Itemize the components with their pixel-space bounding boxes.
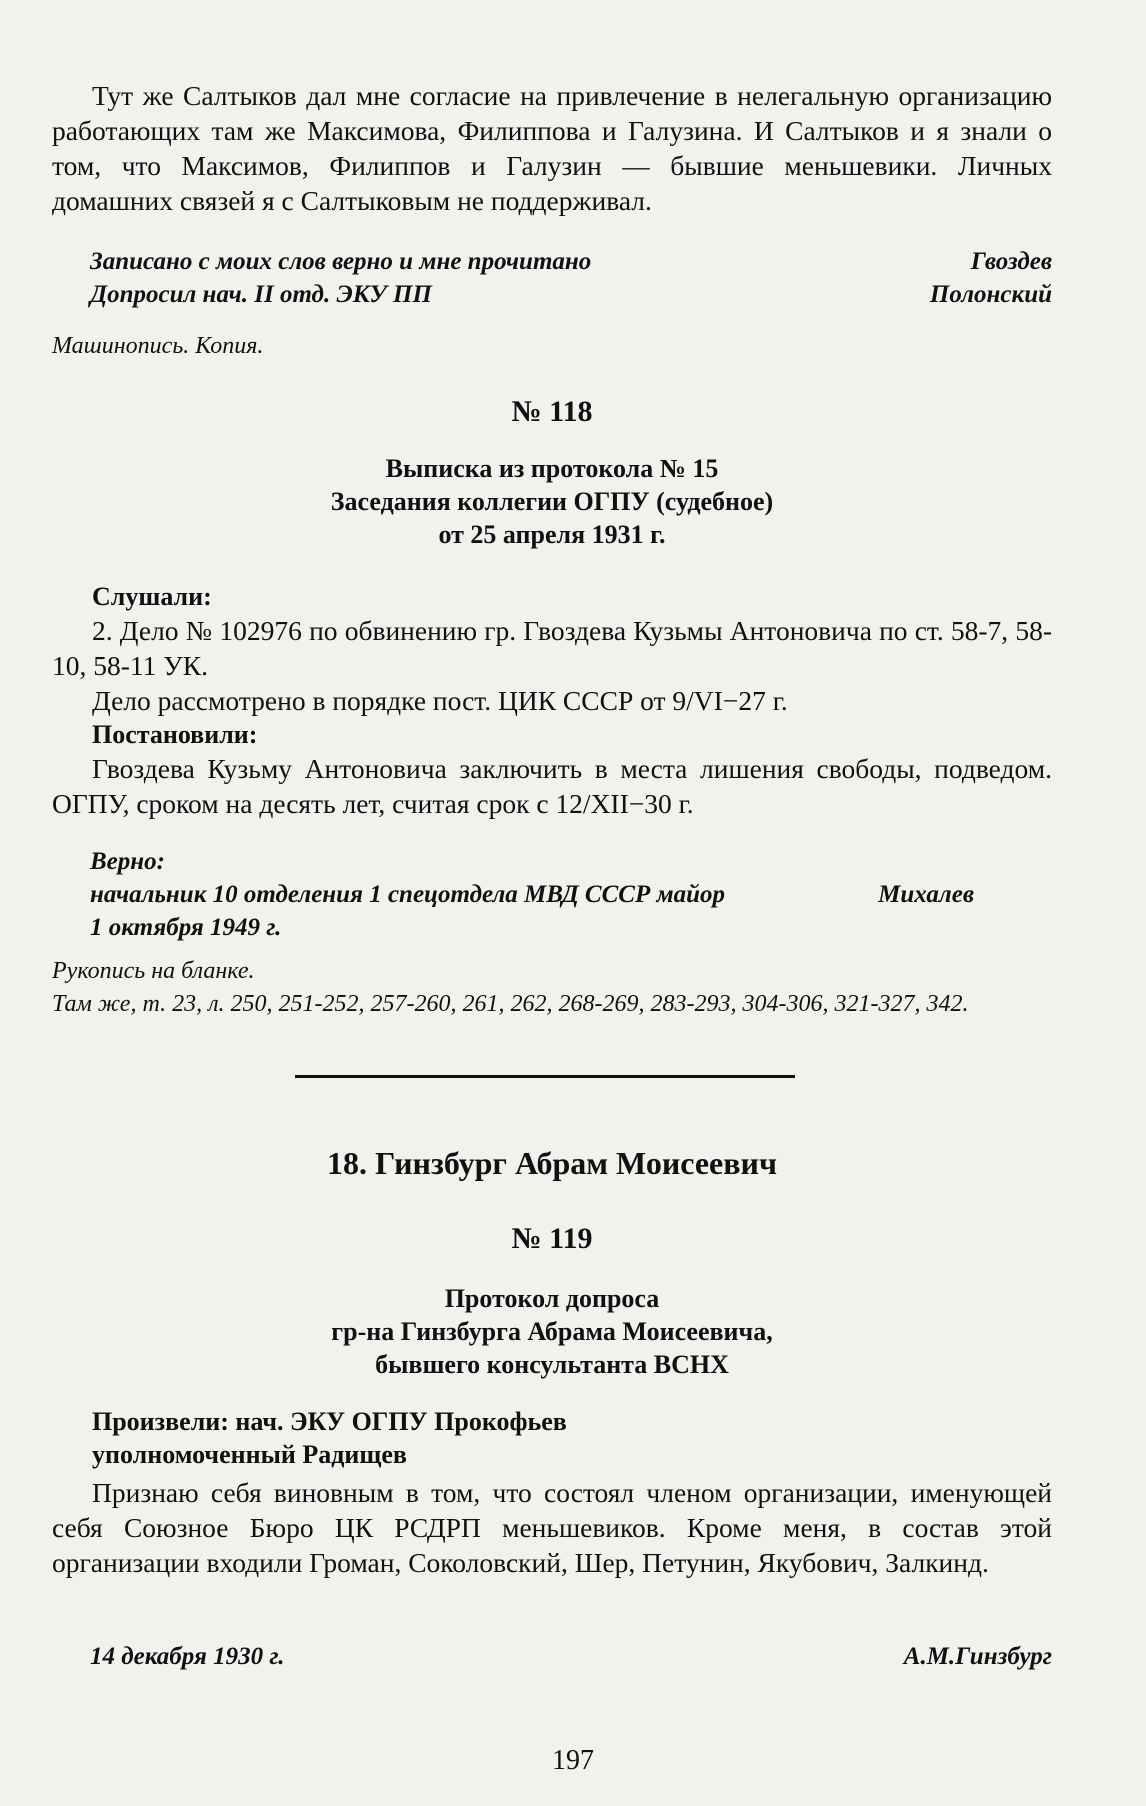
confession-text: Признаю себя виновным в том, что состоял членом организации, именующей себя Союзное Бюро ЦК РСДРП меньшевиков. Кроме меня, в состав этой организации входили Громан, Соколовский, Шер, Петунин, Якубович, Залкинд. — [52, 1477, 1052, 1578]
doc-119-heading-line-3: бывшего консультанта ВСНХ — [375, 1350, 729, 1379]
top-paragraph: Тут же Салтыков дал мне согласие на привлечение в нелегальную организацию работающих там же Максимова, Филиппова и Галузина. И Салтыков и я знали о том, что Максимов, Филиппов и Галузин — бывшие меньшевики. Личных домашних связей я с Салтыковым не поддерживал. — [52, 80, 1052, 216]
signature-row-1 — [52, 245, 1052, 278]
doc-118-body — [52, 580, 1052, 821]
date-signature-row — [52, 1640, 1052, 1673]
note-manuscript: Рукопись на бланке. — [52, 958, 255, 984]
page-number: 197 — [552, 1745, 594, 1776]
interrogation-date: 14 декабря 1930 г. — [90, 1643, 285, 1670]
heard-label: Слушали: — [92, 582, 212, 611]
signer-name-gvozdev: Гвоздев — [970, 248, 1052, 275]
signature-row-2 — [52, 278, 1052, 311]
signer-name-polonsky: Полонский — [929, 281, 1052, 308]
doc-119-signature — [52, 1640, 1052, 1673]
doc-119-conducted — [52, 1405, 1052, 1471]
doc-118-heading-line-2: Заседания коллегии ОГПУ (судебное) — [330, 487, 774, 516]
interrogator-text: Допросил нач. II отд. ЭКУ ПП — [90, 281, 432, 308]
top-paragraph-block — [52, 78, 1052, 218]
signature-ginzburg: А.М.Гинзбург — [903, 1643, 1052, 1670]
resolved-text: Гвоздева Кузьму Антоновича заключить в места лишения свободы, подведом. ОГПУ, сроком на десять лет, считая срок с 12/XII−30 г. — [52, 753, 1052, 819]
recorded-text: Записано с моих слов верно и мне прочитано — [90, 248, 592, 275]
note-1: Машинопись. Копия. — [52, 333, 264, 359]
signature-block-1 — [52, 245, 1052, 311]
note-archive-ref: Там же, т. 23, л. 250, 251-252, 257-260, 261, 262, 268-269, 283-293, 304-306, 321-327, 342. — [52, 991, 969, 1017]
doc-119-heading-line-2: гр-на Гинзбурга Абрама Моисеевича, — [331, 1317, 773, 1346]
certified-date: 1 октября 1949 г. — [90, 914, 282, 941]
section-title: 18. Гинзбург Абрам Моисеевич — [326, 1145, 778, 1181]
doc-119-heading-line-1: Протокол допроса — [444, 1284, 660, 1313]
certifier-row — [52, 878, 1052, 911]
heard-text: 2. Дело № 102976 по обвинению гр. Гвоздева Кузьмы Антоновича по ст. 58-7, 58-10, 58-11 УК. — [52, 615, 1052, 681]
resolved-label: Постановили: — [92, 720, 258, 749]
doc-118-heading-line-3: от 25 апреля 1931 г. — [438, 520, 666, 549]
conducted-line-2: уполномоченный Радищев — [92, 1440, 407, 1469]
section-divider — [295, 1075, 795, 1078]
certification-block — [52, 845, 1052, 944]
doc-118-number: № 118 — [511, 395, 593, 428]
conducted-line-1: Произвели: нач. ЭКУ ОГПУ Прокофьев — [92, 1407, 567, 1436]
doc-119-number: № 119 — [511, 1222, 593, 1255]
certifier-name: Михалев — [878, 881, 974, 908]
doc-118-heading-line-1: Выписка из протокола № 15 — [385, 454, 719, 483]
certifier-title: начальник 10 отделения 1 спецотдела МВД СССР майор — [90, 881, 726, 908]
doc-118-notes — [52, 955, 1052, 1021]
doc-118-heading — [52, 452, 1052, 551]
considered-text: Дело рассмотрено в порядке пост. ЦИК СССР от 9/VI−27 г. — [92, 685, 788, 716]
doc-119-heading — [52, 1282, 1052, 1381]
doc-119-body — [52, 1475, 1052, 1580]
true-label: Верно: — [90, 848, 165, 875]
